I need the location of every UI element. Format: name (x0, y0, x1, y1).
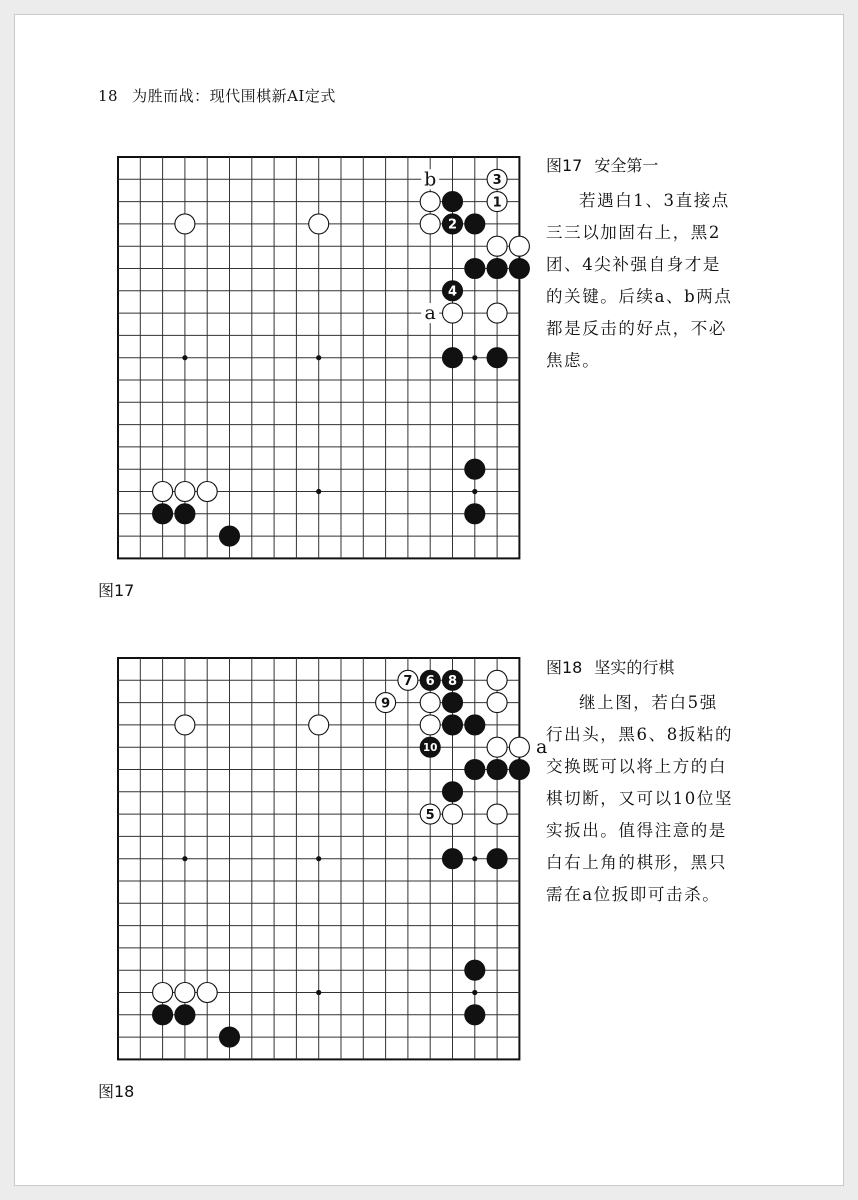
white-stone (420, 715, 440, 735)
body-line: 的关键。后续a、b两点 (546, 287, 733, 306)
black-stone (465, 760, 485, 780)
black-stone (175, 1005, 195, 1025)
white-stone (153, 482, 173, 502)
star-point (182, 856, 187, 861)
black-stone (443, 348, 463, 368)
white-stone (487, 737, 507, 757)
star-point (472, 489, 477, 494)
black-stone (153, 504, 173, 524)
point-letter: a (536, 736, 548, 759)
black-stone (465, 960, 485, 980)
black-stone (465, 259, 485, 279)
body-line: 实扳出。值得注意的是 (546, 821, 727, 840)
white-stone (197, 482, 217, 502)
star-point (316, 489, 321, 494)
white-stone (487, 303, 507, 323)
star-point (472, 355, 477, 360)
figure-title (546, 153, 746, 176)
black-stone (153, 1005, 173, 1025)
figure-caption-fig18: 图18 (98, 1082, 135, 1101)
running-head (98, 85, 336, 106)
body-line: 交换既可以将上方的白 (546, 757, 727, 776)
star-point (182, 355, 187, 360)
stone-move-number: 9 (381, 696, 391, 712)
star-point (472, 990, 477, 995)
black-stone (443, 715, 463, 735)
body-line: 白右上角的棋形，黑只 (546, 853, 727, 872)
star-point (472, 856, 477, 861)
black-stone (465, 504, 485, 524)
stone-move-number: 8 (447, 673, 458, 689)
white-stone (420, 693, 440, 713)
go-board-fig17 (117, 156, 519, 558)
book-title: 为胜而战：现代围棋新AI定式 (132, 87, 336, 105)
body-line: 都是反击的好点，不必 (546, 319, 727, 338)
body-line: 继上图，若白5强 (579, 693, 718, 712)
body-line: 需在a位扳即可击杀。 (546, 885, 721, 904)
white-stone (443, 804, 463, 824)
figure-number: 图18 (546, 658, 583, 677)
black-stone (465, 1005, 485, 1025)
white-stone (487, 236, 507, 256)
figure-heading: 坚实的行棋 (594, 658, 675, 677)
black-stone (487, 760, 507, 780)
white-stone (309, 715, 329, 735)
stone-move-number: 7 (403, 673, 413, 689)
white-stone (487, 670, 507, 690)
stone-move-number: 4 (447, 284, 458, 300)
white-stone (509, 236, 529, 256)
white-stone (420, 214, 440, 234)
black-stone (443, 849, 463, 869)
stone-move-number: 1 (492, 195, 502, 211)
star-point (316, 856, 321, 861)
body-line: 若遇白1、3直接点 (579, 191, 730, 210)
white-stone (487, 693, 507, 713)
page-number: 18 (98, 87, 119, 105)
white-stone (153, 983, 173, 1003)
white-stone (309, 214, 329, 234)
black-stone (443, 192, 463, 212)
black-stone (487, 849, 507, 869)
white-stone (175, 983, 195, 1003)
stone-move-number: 6 (425, 673, 435, 689)
white-stone (420, 192, 440, 212)
stone-move-number: 3 (492, 172, 502, 188)
side-text-fig17 (546, 153, 746, 377)
star-point (316, 990, 321, 995)
star-point (316, 355, 321, 360)
body-line: 团、4尖补强自身才是 (546, 255, 721, 274)
figure-title (546, 655, 746, 678)
black-stone (465, 715, 485, 735)
white-stone (443, 303, 463, 323)
body-line: 行出头，黑6、8扳粘的 (546, 725, 734, 744)
figure-number: 图17 (546, 156, 583, 175)
black-stone (465, 459, 485, 479)
point-letter: b (424, 168, 437, 191)
white-stone (175, 482, 195, 502)
black-stone (443, 782, 463, 802)
black-stone (509, 259, 529, 279)
black-stone (487, 259, 507, 279)
side-text-fig18 (546, 655, 746, 911)
white-stone (175, 715, 195, 735)
black-stone (443, 693, 463, 713)
white-stone (175, 214, 195, 234)
black-stone (465, 214, 485, 234)
go-board-fig18 (117, 657, 548, 1059)
body-line: 焦虑。 (546, 351, 601, 370)
black-stone (509, 760, 529, 780)
white-stone (509, 737, 529, 757)
black-stone (175, 504, 195, 524)
black-stone (220, 526, 240, 546)
black-stone (220, 1027, 240, 1047)
figure-heading: 安全第一 (594, 156, 659, 175)
point-letter: a (424, 302, 436, 325)
body-line: 棋切断，又可以10位坚 (546, 789, 734, 808)
stone-move-number: 10 (422, 741, 438, 754)
white-stone (487, 804, 507, 824)
figure-caption-fig17: 图17 (98, 581, 135, 600)
white-stone (197, 983, 217, 1003)
stone-move-number: 5 (425, 807, 435, 823)
black-stone (487, 348, 507, 368)
stone-move-number: 2 (447, 217, 458, 233)
body-line: 三三以加固右上，黑2 (546, 223, 721, 242)
